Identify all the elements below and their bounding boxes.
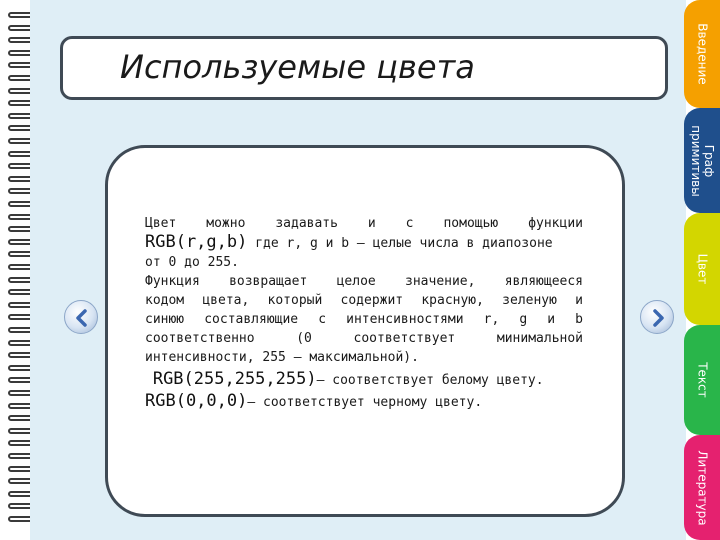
tab-graphic-primitives-label: Граф примитивы [689, 124, 716, 197]
black-desc: – соответствует черному цвету. [247, 395, 483, 410]
content-line-1: Цвет можно задавать и с помощью функции [145, 216, 583, 231]
tab-literature[interactable] [684, 435, 720, 540]
prev-button[interactable] [64, 300, 98, 334]
tab-graphic-primitives[interactable] [684, 108, 720, 213]
tab-text-label: Текст [695, 362, 710, 398]
slide-title: Используемые цвета [120, 48, 475, 86]
content-line-3: от 0 до 255. [145, 255, 239, 270]
chevron-right-icon [648, 308, 668, 328]
content-line-5: кодом цвета, который содержит красную, зеленую и [145, 293, 583, 308]
white-code: RGB(255,255,255) [152, 369, 317, 389]
tab-text[interactable] [684, 325, 720, 435]
content-line-6: синюю составляющие с интенсивностями r, g и b [145, 312, 583, 327]
rgb-function-desc: где r, g и b – целые числа в диапозоне [255, 236, 553, 251]
content-line-8: интенсивности, 255 – максимальной). [145, 350, 419, 365]
content-line-4: Функция возвращает целое значение, являющееся [145, 274, 583, 289]
rgb-function-label: RGB(r,g,b) [145, 232, 248, 252]
tab-introduction[interactable] [684, 0, 720, 108]
white-desc: – соответствует белому цвету. [316, 373, 544, 388]
white-example [145, 370, 583, 390]
tab-color[interactable] [684, 213, 720, 325]
tab-introduction-label: Введение [695, 23, 710, 85]
chevron-left-icon [72, 308, 92, 328]
tab-color-label: Цвет [695, 253, 710, 285]
black-example [145, 392, 583, 412]
black-code: RGB(0,0,0) [145, 391, 248, 411]
content-text [145, 214, 583, 412]
content-line-2 [145, 233, 583, 253]
tab-literature-label: Литература [695, 449, 710, 526]
next-button[interactable] [640, 300, 674, 334]
content-line-7: соответственно (0 соответствует минимальной [145, 331, 583, 346]
